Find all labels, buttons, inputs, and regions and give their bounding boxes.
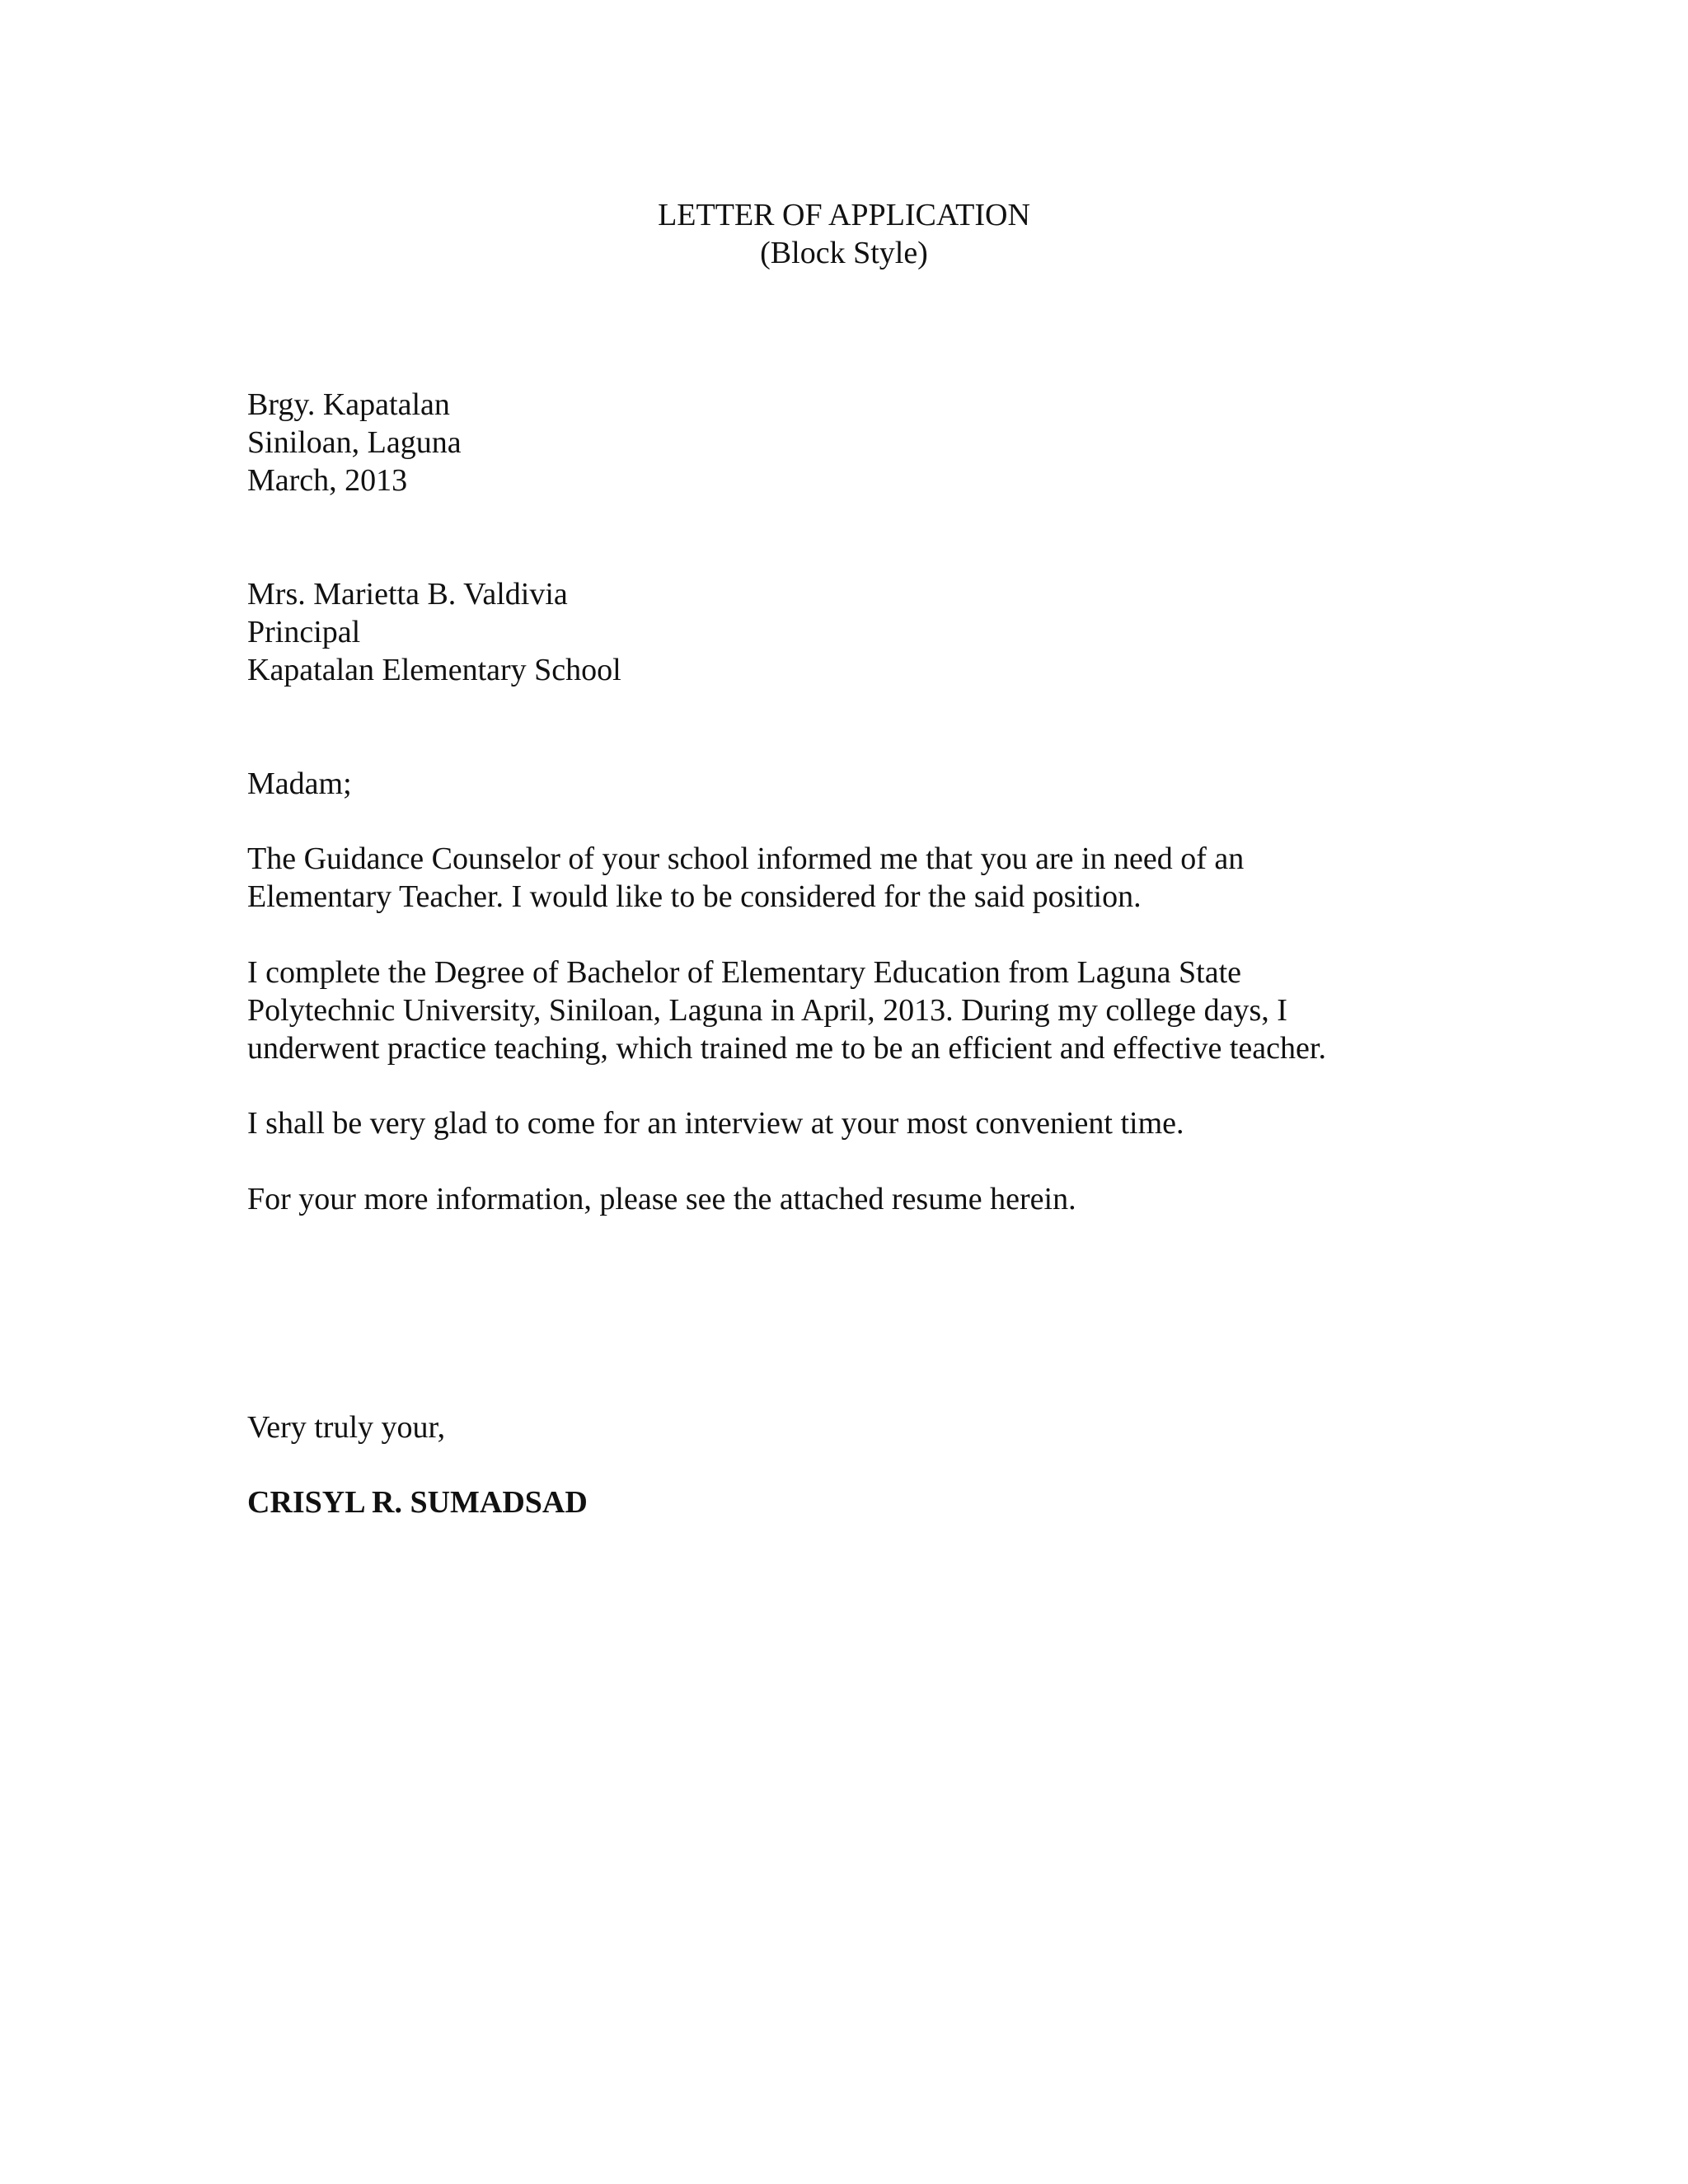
letter-date: March, 2013 <box>247 463 408 498</box>
body-paragraph-1 <box>247 840 1451 916</box>
body-paragraph-2 <box>247 954 1451 1067</box>
body-line: Polytechnic University, Siniloan, Laguna in April, 2013. During my college days, I <box>247 993 1287 1028</box>
body-paragraph-4: For your more information, please see the attached resume herein. <box>247 1182 1076 1216</box>
recipient-name: Mrs. Marietta B. Valdivia <box>247 577 568 612</box>
complimentary-close: Very truly your, <box>247 1410 446 1445</box>
body-line: I complete the Degree of Bachelor of Elementary Education from Laguna State <box>247 955 1241 990</box>
letter-title <box>0 196 1688 272</box>
body-line: Elementary Teacher. I would like to be considered for the said position. <box>247 879 1142 914</box>
body-line: underwent practice teaching, which trained me to be an efficient and effective teacher. <box>247 1031 1326 1066</box>
body-line: The Guidance Counselor of your school informed me that you are in need of an <box>247 841 1245 876</box>
body-paragraph-3: I shall be very glad to come for an interview at your most convenient time. <box>247 1106 1184 1141</box>
recipient-school: Kapatalan Elementary School <box>247 653 621 687</box>
recipient-position: Principal <box>247 615 361 649</box>
sender-address-line1: Brgy. Kapatalan <box>247 387 450 422</box>
sender-address-line2: Siniloan, Laguna <box>247 425 462 460</box>
salutation: Madam; <box>247 766 352 801</box>
signature-name: CRISYL R. SUMADSAD <box>247 1485 588 1520</box>
recipient-address <box>247 575 1451 689</box>
subtitle-line: (Block Style) <box>760 236 928 270</box>
sender-address <box>247 386 1451 499</box>
title-line: LETTER OF APPLICATION <box>658 198 1030 232</box>
